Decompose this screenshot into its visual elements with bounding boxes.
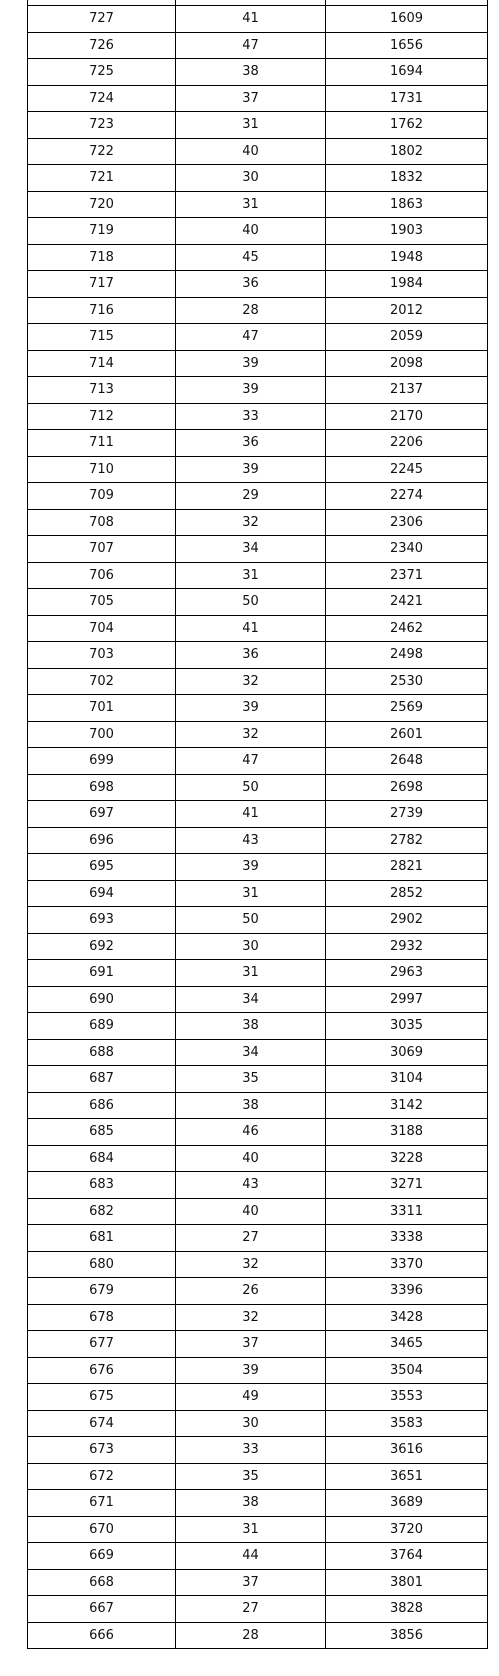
table-row: [28, 1516, 488, 1543]
count-cell: 35: [176, 1066, 326, 1093]
table-row: [28, 1172, 488, 1199]
score-cell: 715: [28, 324, 176, 351]
table-row: [28, 324, 488, 351]
score-cell: 711: [28, 430, 176, 457]
table-row: [28, 350, 488, 377]
cumulative-cell: 2739: [326, 801, 488, 828]
count-cell: 49: [176, 1384, 326, 1411]
cumulative-cell: 1948: [326, 244, 488, 271]
cumulative-cell: 2170: [326, 403, 488, 430]
count-cell: 30: [176, 933, 326, 960]
cumulative-cell: 2963: [326, 960, 488, 987]
score-cell: 676: [28, 1357, 176, 1384]
cumulative-cell: 3228: [326, 1145, 488, 1172]
score-cell: 707: [28, 536, 176, 563]
score-cell: 708: [28, 509, 176, 536]
count-cell: 31: [176, 1516, 326, 1543]
cumulative-cell: 2012: [326, 297, 488, 324]
count-cell: 46: [176, 1119, 326, 1146]
count-cell: 47: [176, 32, 326, 59]
count-cell: 40: [176, 1145, 326, 1172]
table-row: [28, 1225, 488, 1252]
score-cell: 712: [28, 403, 176, 430]
table-row: [28, 32, 488, 59]
score-cell: 693: [28, 907, 176, 934]
count-cell: 30: [176, 1410, 326, 1437]
cumulative-cell: 3271: [326, 1172, 488, 1199]
table-row: [28, 668, 488, 695]
count-cell: 37: [176, 1331, 326, 1358]
score-cell: 671: [28, 1490, 176, 1517]
count-cell: 39: [176, 350, 326, 377]
table-row: [28, 642, 488, 669]
table-row: [28, 483, 488, 510]
table-row: [28, 1092, 488, 1119]
score-cell: 681: [28, 1225, 176, 1252]
table-row: [28, 218, 488, 245]
score-cell: 702: [28, 668, 176, 695]
count-cell: 32: [176, 1304, 326, 1331]
table-row: [28, 1278, 488, 1305]
count-cell: 40: [176, 138, 326, 165]
cumulative-cell: 2498: [326, 642, 488, 669]
count-cell: 37: [176, 85, 326, 112]
cumulative-cell: 2421: [326, 589, 488, 616]
score-cell: 714: [28, 350, 176, 377]
score-cell: 706: [28, 562, 176, 589]
table-row: [28, 801, 488, 828]
count-cell: 38: [176, 59, 326, 86]
count-cell: 31: [176, 960, 326, 987]
table-row: [28, 1384, 488, 1411]
score-cell: 725: [28, 59, 176, 86]
score-cell: 719: [28, 218, 176, 245]
cumulative-cell: 2601: [326, 721, 488, 748]
cumulative-cell: 1832: [326, 165, 488, 192]
score-cell: 684: [28, 1145, 176, 1172]
score-cell: 724: [28, 85, 176, 112]
table-row: [28, 165, 488, 192]
score-cell: 692: [28, 933, 176, 960]
cumulative-cell: 3720: [326, 1516, 488, 1543]
score-cell: 685: [28, 1119, 176, 1146]
score-cell: 697: [28, 801, 176, 828]
score-cell: 705: [28, 589, 176, 616]
table-row: [28, 854, 488, 881]
cumulative-cell: 1656: [326, 32, 488, 59]
count-cell: 35: [176, 1463, 326, 1490]
score-cell: 679: [28, 1278, 176, 1305]
count-cell: 33: [176, 1437, 326, 1464]
cumulative-cell: 3035: [326, 1013, 488, 1040]
cumulative-cell: 3311: [326, 1198, 488, 1225]
score-cell: 696: [28, 827, 176, 854]
score-cell: 682: [28, 1198, 176, 1225]
count-cell: 34: [176, 1039, 326, 1066]
table-row: [28, 615, 488, 642]
table-row: [28, 1145, 488, 1172]
cumulative-cell: 3428: [326, 1304, 488, 1331]
score-cell: 713: [28, 377, 176, 404]
cumulative-cell: 2821: [326, 854, 488, 881]
cumulative-cell: 1903: [326, 218, 488, 245]
cumulative-cell: 2852: [326, 880, 488, 907]
cumulative-cell: 3553: [326, 1384, 488, 1411]
score-table-container: [27, 0, 487, 1649]
table-row: [28, 1596, 488, 1623]
table-row: [28, 403, 488, 430]
table-row: [28, 986, 488, 1013]
count-cell: 32: [176, 509, 326, 536]
count-cell: 31: [176, 112, 326, 139]
score-cell: 695: [28, 854, 176, 881]
score-cell: 670: [28, 1516, 176, 1543]
score-cell: 720: [28, 191, 176, 218]
count-cell: 39: [176, 377, 326, 404]
count-cell: 36: [176, 271, 326, 298]
score-cell: 717: [28, 271, 176, 298]
cumulative-cell: 3370: [326, 1251, 488, 1278]
score-cell: 718: [28, 244, 176, 271]
cumulative-cell: 2340: [326, 536, 488, 563]
cumulative-cell: 3188: [326, 1119, 488, 1146]
cumulative-cell: 2371: [326, 562, 488, 589]
table-row: [28, 695, 488, 722]
table-row: [28, 562, 488, 589]
cumulative-cell: 3396: [326, 1278, 488, 1305]
table-row: [28, 589, 488, 616]
score-cell: 666: [28, 1622, 176, 1649]
score-cell: 694: [28, 880, 176, 907]
count-cell: 50: [176, 907, 326, 934]
table-row: [28, 138, 488, 165]
count-cell: 34: [176, 986, 326, 1013]
table-row: [28, 1198, 488, 1225]
cumulative-cell: 1609: [326, 6, 488, 33]
count-cell: 29: [176, 483, 326, 510]
score-cell: 699: [28, 748, 176, 775]
table-row: [28, 880, 488, 907]
cumulative-cell: 3651: [326, 1463, 488, 1490]
score-cell: 703: [28, 642, 176, 669]
score-cell: 723: [28, 112, 176, 139]
count-cell: 38: [176, 1013, 326, 1040]
count-cell: 45: [176, 244, 326, 271]
table-row: [28, 748, 488, 775]
count-cell: 47: [176, 324, 326, 351]
count-cell: 31: [176, 880, 326, 907]
table-row: [28, 1490, 488, 1517]
cumulative-cell: 2698: [326, 774, 488, 801]
score-cell: 700: [28, 721, 176, 748]
table-body: [28, 0, 488, 1649]
cumulative-cell: 2206: [326, 430, 488, 457]
count-cell: 31: [176, 562, 326, 589]
cumulative-cell: 3616: [326, 1437, 488, 1464]
cumulative-cell: 2462: [326, 615, 488, 642]
table-row: [28, 1066, 488, 1093]
count-cell: 50: [176, 589, 326, 616]
count-cell: 38: [176, 1092, 326, 1119]
count-cell: 36: [176, 430, 326, 457]
count-cell: 41: [176, 801, 326, 828]
score-cell: 722: [28, 138, 176, 165]
score-cell: 674: [28, 1410, 176, 1437]
cumulative-cell: 3689: [326, 1490, 488, 1517]
count-cell: 37: [176, 1569, 326, 1596]
count-cell: 28: [176, 1622, 326, 1649]
cumulative-cell: 1731: [326, 85, 488, 112]
cumulative-cell: 3764: [326, 1543, 488, 1570]
table-row: [28, 509, 488, 536]
cumulative-cell: 3069: [326, 1039, 488, 1066]
count-cell: 41: [176, 6, 326, 33]
cumulative-cell: 2098: [326, 350, 488, 377]
cumulative-cell: 3583: [326, 1410, 488, 1437]
score-cell: 669: [28, 1543, 176, 1570]
cumulative-cell: 2782: [326, 827, 488, 854]
count-cell: 50: [176, 774, 326, 801]
table-row: [28, 536, 488, 563]
score-cell: 710: [28, 456, 176, 483]
cumulative-cell: 3338: [326, 1225, 488, 1252]
table-row: [28, 377, 488, 404]
score-cell: 704: [28, 615, 176, 642]
score-cell: 721: [28, 165, 176, 192]
score-cell: 677: [28, 1331, 176, 1358]
count-cell: 32: [176, 668, 326, 695]
cumulative-cell: 1694: [326, 59, 488, 86]
table-row: [28, 1437, 488, 1464]
table-row: [28, 271, 488, 298]
table-row: [28, 6, 488, 33]
cumulative-cell: 3801: [326, 1569, 488, 1596]
count-cell: 39: [176, 1357, 326, 1384]
score-cell: 683: [28, 1172, 176, 1199]
table-row: [28, 960, 488, 987]
score-cell: 698: [28, 774, 176, 801]
count-cell: 38: [176, 1490, 326, 1517]
count-cell: 36: [176, 642, 326, 669]
score-cell: 678: [28, 1304, 176, 1331]
table-row: [28, 1331, 488, 1358]
score-cell: 680: [28, 1251, 176, 1278]
count-cell: 39: [176, 456, 326, 483]
table-row: [28, 1569, 488, 1596]
cumulative-cell: 2137: [326, 377, 488, 404]
score-cell: 689: [28, 1013, 176, 1040]
cumulative-cell: 2306: [326, 509, 488, 536]
table-row: [28, 1410, 488, 1437]
table-row: [28, 191, 488, 218]
count-cell: 33: [176, 403, 326, 430]
cumulative-cell: 3828: [326, 1596, 488, 1623]
count-cell: 27: [176, 1225, 326, 1252]
score-cell: 716: [28, 297, 176, 324]
table-row: [28, 1622, 488, 1649]
score-cell: 690: [28, 986, 176, 1013]
table-row: [28, 1251, 488, 1278]
count-cell: 39: [176, 854, 326, 881]
count-cell: 32: [176, 1251, 326, 1278]
table-row: [28, 85, 488, 112]
cumulative-cell: 2569: [326, 695, 488, 722]
score-cell: 672: [28, 1463, 176, 1490]
score-table: [27, 0, 488, 1649]
score-cell: 709: [28, 483, 176, 510]
count-cell: 30: [176, 165, 326, 192]
score-cell: 687: [28, 1066, 176, 1093]
count-cell: 27: [176, 1596, 326, 1623]
table-row: [28, 774, 488, 801]
count-cell: 43: [176, 827, 326, 854]
count-cell: 43: [176, 1172, 326, 1199]
table-row: [28, 1039, 488, 1066]
table-row: [28, 933, 488, 960]
cumulative-cell: 1863: [326, 191, 488, 218]
score-cell: 673: [28, 1437, 176, 1464]
table-row: [28, 827, 488, 854]
score-cell: 688: [28, 1039, 176, 1066]
table-row: [28, 1013, 488, 1040]
score-cell: 727: [28, 6, 176, 33]
table-row: [28, 297, 488, 324]
cumulative-cell: 1802: [326, 138, 488, 165]
cumulative-cell: 2902: [326, 907, 488, 934]
cumulative-cell: 2648: [326, 748, 488, 775]
score-cell: 686: [28, 1092, 176, 1119]
cumulative-cell: 3504: [326, 1357, 488, 1384]
table-row: [28, 1357, 488, 1384]
table-row: [28, 1304, 488, 1331]
count-cell: 47: [176, 748, 326, 775]
count-cell: 39: [176, 695, 326, 722]
cumulative-cell: 2274: [326, 483, 488, 510]
count-cell: 31: [176, 191, 326, 218]
count-cell: 40: [176, 218, 326, 245]
score-cell: 675: [28, 1384, 176, 1411]
table-row: [28, 1543, 488, 1570]
count-cell: 40: [176, 1198, 326, 1225]
cumulative-cell: 2245: [326, 456, 488, 483]
cumulative-cell: 3856: [326, 1622, 488, 1649]
score-cell: 701: [28, 695, 176, 722]
cumulative-cell: 2932: [326, 933, 488, 960]
table-row: [28, 456, 488, 483]
table-row: [28, 1463, 488, 1490]
count-cell: 34: [176, 536, 326, 563]
count-cell: 28: [176, 297, 326, 324]
cumulative-cell: 1984: [326, 271, 488, 298]
count-cell: 26: [176, 1278, 326, 1305]
count-cell: 41: [176, 615, 326, 642]
table-row: [28, 430, 488, 457]
table-row: [28, 1119, 488, 1146]
table-row: [28, 721, 488, 748]
cumulative-cell: 2530: [326, 668, 488, 695]
score-cell: 726: [28, 32, 176, 59]
count-cell: 44: [176, 1543, 326, 1570]
cumulative-cell: 1762: [326, 112, 488, 139]
count-cell: 32: [176, 721, 326, 748]
cumulative-cell: 3465: [326, 1331, 488, 1358]
table-row: [28, 59, 488, 86]
cumulative-cell: 3142: [326, 1092, 488, 1119]
score-cell: 691: [28, 960, 176, 987]
score-cell: 668: [28, 1569, 176, 1596]
table-row: [28, 112, 488, 139]
cumulative-cell: 2997: [326, 986, 488, 1013]
score-cell: 667: [28, 1596, 176, 1623]
table-row: [28, 907, 488, 934]
cumulative-cell: 3104: [326, 1066, 488, 1093]
table-row: [28, 244, 488, 271]
cumulative-cell: 2059: [326, 324, 488, 351]
